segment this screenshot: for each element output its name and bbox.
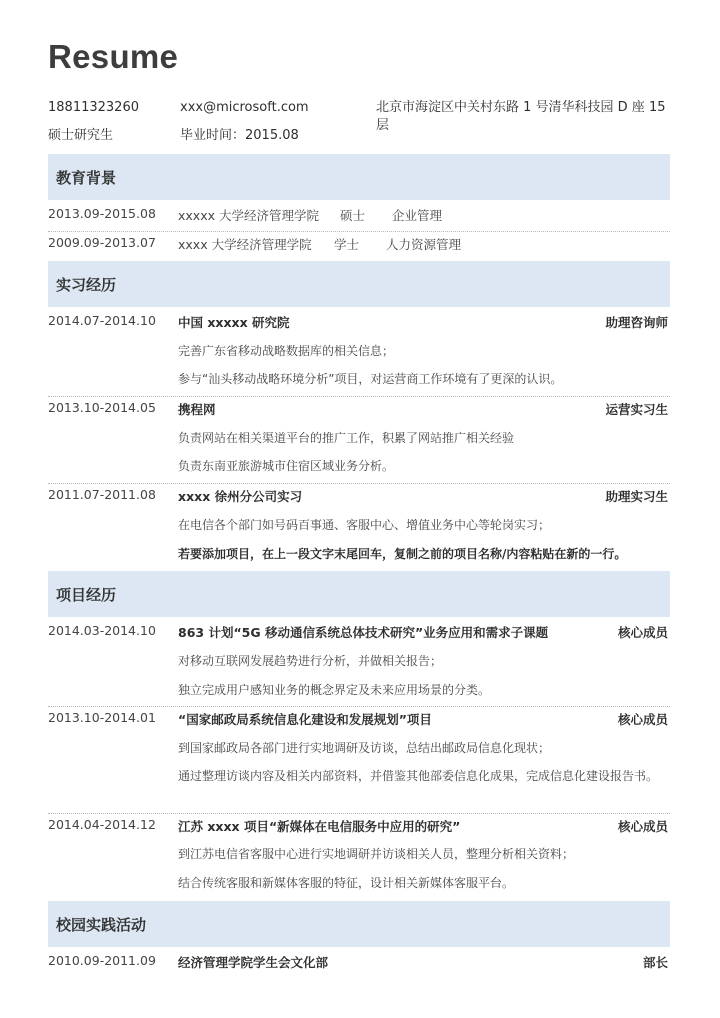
section-heading: 校园实践活动	[56, 916, 147, 934]
project-name: 863 计划“5G 移动通信系统总体技术研究”业务应用和需求子课题	[178, 625, 549, 640]
internship-role: 运营实习生	[605, 402, 668, 417]
degree-level: 硕士研究生	[48, 128, 114, 143]
campus-org: 经济管理学院学生会文化部	[178, 955, 329, 970]
internship-desc: 负责网站在相关渠道平台的推广工作，积累了网站推广相关经验	[178, 431, 515, 445]
row-divider	[48, 706, 670, 707]
project-desc: 通过整理访谈内容及相关内部资料，并借鉴其他部委信息化成果，完成信息化建设报告书。	[178, 769, 659, 783]
internship-desc: 在电信各个部门如号码百事通、客服中心、增值业务中心等轮岗实习；	[178, 518, 551, 532]
project-desc: 独立完成用户感知业务的概念界定及未来应用场景的分类。	[178, 683, 491, 697]
education-school: xxxx 大学经济管理学院	[178, 237, 312, 252]
education-major: 人力资源管理	[386, 237, 462, 252]
education-date: 2009.09-2013.07	[48, 235, 156, 250]
row-divider	[48, 231, 670, 232]
education-degree: 硕士	[340, 208, 366, 223]
internship-date: 2014.07-2014.10	[48, 313, 156, 328]
project-name: “国家邮政局系统信息化建设和发展规划”项目	[178, 712, 432, 727]
row-divider	[48, 483, 670, 484]
resume-title: Resume	[48, 38, 179, 75]
project-desc: 对移动互联网发展趋势进行分析，并做相关报告；	[178, 654, 443, 668]
campus-date: 2010.09-2011.09	[48, 953, 156, 968]
row-divider	[48, 813, 670, 814]
project-role: 核心成员	[617, 625, 668, 640]
email-address: xxx@microsoft.com	[180, 100, 309, 115]
campus-role: 部长	[642, 955, 668, 970]
section-internship	[48, 261, 670, 307]
internship-desc: 完善广东省移动战略数据库的相关信息；	[178, 344, 395, 358]
project-role: 核心成员	[617, 712, 668, 727]
internship-role: 助理实习生	[605, 489, 668, 504]
project-name: 江苏 xxxx 项目“新媒体在电信服务中应用的研究”	[178, 819, 461, 834]
section-heading: 教育背景	[56, 169, 117, 187]
internship-desc: 参与“汕头移动战略环境分析”项目，对运营商工作环境有了更深的认识。	[178, 372, 563, 386]
phone-number: 18811323260	[48, 100, 139, 115]
internship-tip: 若要添加项目，在上一段文字末尾回车，复制之前的项目名称/内容粘贴在新的一行。	[178, 547, 627, 561]
project-date: 2014.04-2014.12	[48, 817, 156, 832]
section-heading: 项目经历	[56, 586, 117, 604]
row-divider	[48, 396, 670, 397]
section-education	[48, 154, 670, 200]
education-date: 2013.09-2015.08	[48, 206, 156, 221]
section-campus	[48, 901, 670, 947]
internship-date: 2013.10-2014.05	[48, 400, 156, 415]
project-desc: 到江苏电信省客服中心进行实地调研并访谈相关人员，整理分析相关资料；	[178, 847, 575, 861]
project-date: 2013.10-2014.01	[48, 710, 156, 725]
project-desc: 结合传统客服和新媒体客服的特征，设计相关新媒体客服平台。	[178, 876, 515, 890]
internship-org: xxxx 徐州分公司实习	[178, 489, 303, 504]
education-major: 企业管理	[392, 208, 443, 223]
education-school: xxxxx 大学经济管理学院	[178, 208, 319, 223]
graduation-date: 毕业时间：2015.08	[180, 128, 299, 143]
internship-org: 中国 xxxxx 研究院	[178, 315, 290, 330]
home-address: 北京市海淀区中关村东路 1 号清华科技园 D 座 15 层	[376, 100, 666, 133]
internship-date: 2011.07-2011.08	[48, 487, 156, 502]
internship-desc: 负责东南亚旅游城市住宿区域业务分析。	[178, 459, 395, 473]
project-desc: 到国家邮政局各部门进行实地调研及访谈，总结出邮政局信息化现状；	[178, 741, 551, 755]
section-heading: 实习经历	[56, 276, 117, 294]
project-role: 核心成员	[617, 819, 668, 834]
project-date: 2014.03-2014.10	[48, 623, 156, 638]
section-projects	[48, 571, 670, 617]
internship-role: 助理咨询师	[605, 315, 668, 330]
education-degree: 学士	[334, 237, 360, 252]
internship-org: 携程网	[178, 402, 216, 417]
